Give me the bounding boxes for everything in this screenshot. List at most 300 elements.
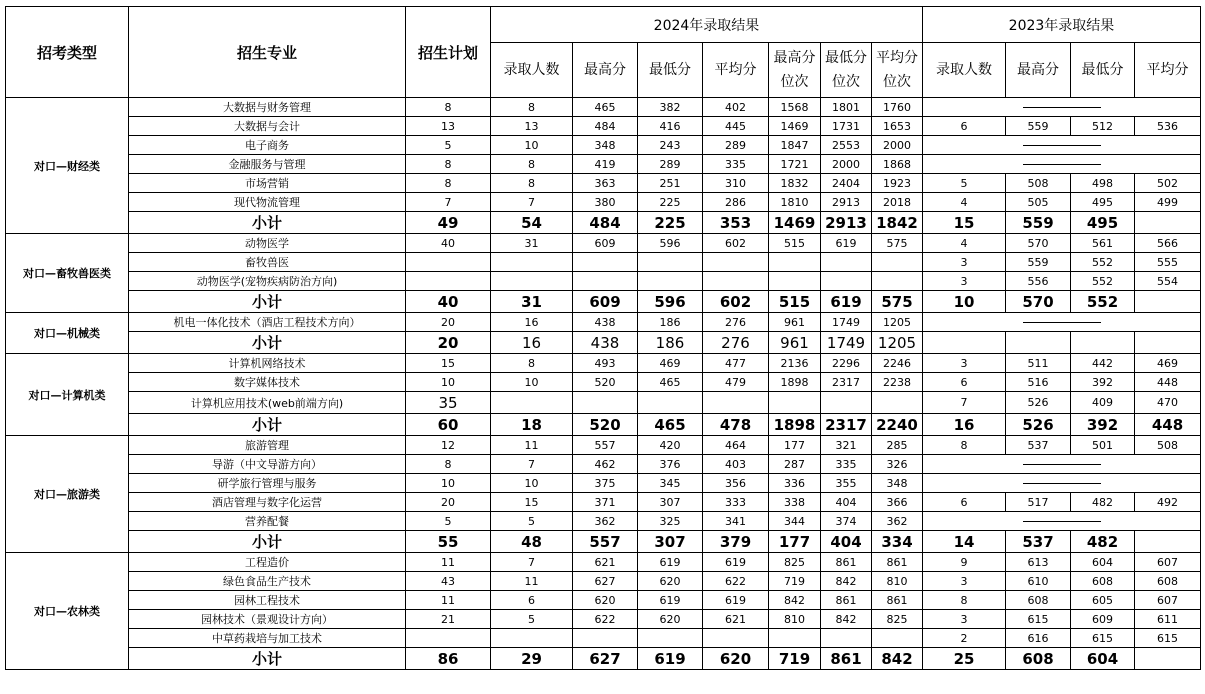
result-2024-cell: 622: [573, 610, 638, 629]
result-2024-cell: 620: [638, 610, 703, 629]
result-2024-cell: 2317: [821, 373, 872, 392]
category-cell: 对口—农林类: [6, 553, 129, 670]
result-2024-cell: 8: [491, 155, 573, 174]
result-2024-cell: 403: [703, 455, 769, 474]
result-2024-cell: 333: [703, 493, 769, 512]
plan-cell: 10: [406, 373, 491, 392]
plan-cell: 20: [406, 493, 491, 512]
subtotal-2024-cell: 602: [703, 291, 769, 313]
category-cell: 对口—机械类: [6, 313, 129, 354]
result-2023-cell: 495: [1071, 193, 1135, 212]
header-text: 平均分: [876, 50, 918, 66]
result-2024-cell: 7: [491, 455, 573, 474]
table-row: [6, 610, 1201, 629]
result-2024-cell: 307: [638, 493, 703, 512]
subtotal-plan: 40: [406, 291, 491, 313]
major-cell: 动物医学(宠物疾病防治方向): [129, 272, 406, 291]
subtotal-2023-cell: [1135, 212, 1201, 234]
result-2024-cell: 810: [872, 572, 923, 591]
no-data-2023-cell: [923, 455, 1201, 474]
subtotal-2024-cell: 557: [573, 531, 638, 553]
table-row: [6, 253, 1201, 272]
plan-cell: 5: [406, 512, 491, 531]
result-2024-cell: 419: [573, 155, 638, 174]
result-2024-cell: 465: [638, 373, 703, 392]
result-2024-cell: 627: [573, 572, 638, 591]
plan-cell: 12: [406, 436, 491, 455]
table-row: [6, 436, 1201, 455]
result-2023-cell: 505: [1006, 193, 1071, 212]
result-2024-cell: 382: [638, 98, 703, 117]
result-2023-cell: 9: [923, 553, 1006, 572]
subtotal-2023-cell: 10: [923, 291, 1006, 313]
subtotal-label: 小计: [129, 332, 406, 354]
result-2023-cell: 566: [1135, 234, 1201, 253]
result-2024-cell: 842: [821, 610, 872, 629]
dash-line: [1023, 164, 1101, 165]
result-2024-cell: 619: [703, 591, 769, 610]
result-2024-cell: 619: [638, 591, 703, 610]
table-row: [6, 455, 1201, 474]
header-2024-col: [638, 43, 703, 98]
result-2023-cell: 555: [1135, 253, 1201, 272]
result-2024-cell: 362: [872, 512, 923, 531]
result-2024-cell: 479: [703, 373, 769, 392]
result-2023-cell: 4: [923, 193, 1006, 212]
header-2024-col: [491, 43, 573, 98]
result-2024-cell: 16: [491, 313, 573, 332]
plan-cell: 15: [406, 354, 491, 373]
result-2024-cell: [491, 272, 573, 291]
major-cell: 旅游管理: [129, 436, 406, 455]
subtotal-2024-cell: 29: [491, 648, 573, 670]
result-2024-cell: [872, 629, 923, 648]
result-2023-cell: 611: [1135, 610, 1201, 629]
subtotal-2023-cell: [1135, 291, 1201, 313]
result-2024-cell: 8: [491, 98, 573, 117]
result-2023-cell: 607: [1135, 553, 1201, 572]
header-2023-col: 最低分: [1071, 43, 1135, 98]
result-2024-cell: [703, 629, 769, 648]
subtotal-row: [6, 291, 1201, 313]
subtotal-2024-cell: 1842: [872, 212, 923, 234]
subtotal-2023-cell: 448: [1135, 414, 1201, 436]
result-2024-cell: 1469: [769, 117, 821, 136]
subtotal-2024-cell: 438: [573, 332, 638, 354]
subtotal-label: 小计: [129, 414, 406, 436]
no-data-2023-cell: [923, 136, 1201, 155]
plan-cell: 5: [406, 136, 491, 155]
subtotal-2023-cell: 16: [923, 414, 1006, 436]
major-cell: 研学旅行管理与服务: [129, 474, 406, 493]
subtotal-label: 小计: [129, 212, 406, 234]
result-2024-cell: 6: [491, 591, 573, 610]
header-2023-col: 录取人数: [923, 43, 1006, 98]
plan-cell: 8: [406, 98, 491, 117]
result-2024-cell: [821, 392, 872, 414]
result-2024-cell: 961: [769, 313, 821, 332]
result-2023-cell: 613: [1006, 553, 1071, 572]
result-2024-cell: 15: [491, 493, 573, 512]
table-row: [6, 136, 1201, 155]
result-2024-cell: 1749: [821, 313, 872, 332]
header-plan: 招生计划: [406, 7, 491, 98]
table-row: [6, 373, 1201, 392]
header-text: 位次: [780, 74, 809, 90]
subtotal-2023-cell: 14: [923, 531, 1006, 553]
result-2023-cell: 615: [1071, 629, 1135, 648]
result-2023-cell: 559: [1006, 117, 1071, 136]
major-cell: 酒店管理与数字化运营: [129, 493, 406, 512]
plan-cell: 10: [406, 474, 491, 493]
major-cell: 畜牧兽医: [129, 253, 406, 272]
result-2024-cell: [769, 392, 821, 414]
result-2024-cell: 825: [872, 610, 923, 629]
category-cell: 对口—财经类: [6, 98, 129, 234]
result-2024-cell: 1653: [872, 117, 923, 136]
subtotal-plan: 55: [406, 531, 491, 553]
result-2024-cell: 404: [821, 493, 872, 512]
header-2023-col: 平均分: [1135, 43, 1201, 98]
subtotal-row: [6, 648, 1201, 670]
result-2024-cell: 345: [638, 474, 703, 493]
result-2024-cell: 2404: [821, 174, 872, 193]
header-2023-col: 最高分: [1006, 43, 1071, 98]
header-2024-col: [821, 43, 872, 98]
result-2023-cell: 3: [923, 354, 1006, 373]
result-2024-cell: 2018: [872, 193, 923, 212]
result-2024-cell: 465: [573, 98, 638, 117]
subtotal-2024-cell: 2317: [821, 414, 872, 436]
category-cell: 对口—畜牧兽医类: [6, 234, 129, 313]
header-text: 录取人数: [503, 62, 560, 78]
subtotal-2024-cell: 54: [491, 212, 573, 234]
subtotal-2024-cell: 379: [703, 531, 769, 553]
header-2023-results: 2023年录取结果: [923, 7, 1201, 43]
result-2024-cell: 861: [821, 591, 872, 610]
result-2024-cell: 251: [638, 174, 703, 193]
major-cell: 动物医学: [129, 234, 406, 253]
subtotal-2023-cell: 495: [1071, 212, 1135, 234]
result-2024-cell: 619: [703, 553, 769, 572]
subtotal-2024-cell: 575: [872, 291, 923, 313]
header-2024-results: 2024年录取结果: [491, 7, 923, 43]
subtotal-2024-cell: 225: [638, 212, 703, 234]
subtotal-2024-cell: 177: [769, 531, 821, 553]
result-2023-cell: 552: [1071, 272, 1135, 291]
result-2024-cell: 375: [573, 474, 638, 493]
subtotal-2024-cell: 2240: [872, 414, 923, 436]
no-data-2023-cell: [923, 155, 1201, 174]
result-2024-cell: 7: [491, 193, 573, 212]
result-2024-cell: 10: [491, 474, 573, 493]
plan-cell: [406, 272, 491, 291]
header-text: 位次: [832, 74, 860, 90]
major-cell: 计算机网络技术: [129, 354, 406, 373]
subtotal-2024-cell: 1749: [821, 332, 872, 354]
no-data-2023-cell: [923, 474, 1201, 493]
major-cell: 导游（中文导游方向）: [129, 455, 406, 474]
result-2024-cell: 2913: [821, 193, 872, 212]
result-2024-cell: 825: [769, 553, 821, 572]
header-text: 位次: [883, 74, 911, 90]
result-2024-cell: 374: [821, 512, 872, 531]
header-text: 平均分: [714, 62, 757, 78]
table-row: [6, 493, 1201, 512]
table-row: [6, 117, 1201, 136]
result-2024-cell: 416: [638, 117, 703, 136]
subtotal-2023-cell: 559: [1006, 212, 1071, 234]
result-2023-cell: 570: [1006, 234, 1071, 253]
result-2023-cell: 8: [923, 591, 1006, 610]
result-2023-cell: 3: [923, 253, 1006, 272]
subtotal-2024-cell: 627: [573, 648, 638, 670]
header-text: 最高分: [773, 50, 816, 66]
result-2024-cell: 10: [491, 373, 573, 392]
subtotal-2024-cell: 276: [703, 332, 769, 354]
result-2024-cell: [573, 253, 638, 272]
result-2024-cell: 402: [703, 98, 769, 117]
result-2024-cell: 335: [821, 455, 872, 474]
result-2024-cell: 477: [703, 354, 769, 373]
result-2024-cell: 7: [491, 553, 573, 572]
subtotal-2024-cell: 515: [769, 291, 821, 313]
subtotal-plan: 60: [406, 414, 491, 436]
subtotal-2023-cell: 392: [1071, 414, 1135, 436]
major-cell: 大数据与会计: [129, 117, 406, 136]
result-2023-cell: 501: [1071, 436, 1135, 455]
result-2023-cell: 5: [923, 174, 1006, 193]
result-2024-cell: 520: [573, 373, 638, 392]
table-row: [6, 193, 1201, 212]
result-2024-cell: 2000: [821, 155, 872, 174]
result-2023-cell: 516: [1006, 373, 1071, 392]
table-row: [6, 234, 1201, 253]
result-2024-cell: [491, 392, 573, 414]
result-2024-cell: 8: [491, 174, 573, 193]
result-2023-cell: 561: [1071, 234, 1135, 253]
result-2024-cell: 810: [769, 610, 821, 629]
dash-line: [1023, 107, 1101, 108]
table-row: [6, 591, 1201, 610]
result-2024-cell: 438: [573, 313, 638, 332]
result-2024-cell: 338: [769, 493, 821, 512]
dash-line: [1023, 483, 1101, 484]
result-2023-cell: 392: [1071, 373, 1135, 392]
plan-cell: 35: [406, 392, 491, 414]
result-2024-cell: 356: [703, 474, 769, 493]
result-2024-cell: [638, 253, 703, 272]
result-2024-cell: [872, 272, 923, 291]
result-2023-cell: 482: [1071, 493, 1135, 512]
result-2024-cell: 719: [769, 572, 821, 591]
result-2023-cell: 499: [1135, 193, 1201, 212]
subtotal-2024-cell: 478: [703, 414, 769, 436]
major-cell: 园林技术（景观设计方向）: [129, 610, 406, 629]
subtotal-2024-cell: 961: [769, 332, 821, 354]
result-2024-cell: 363: [573, 174, 638, 193]
subtotal-label: 小计: [129, 531, 406, 553]
result-2024-cell: 596: [638, 234, 703, 253]
result-2024-cell: 177: [769, 436, 821, 455]
plan-cell: 13: [406, 117, 491, 136]
table-row: [6, 392, 1201, 414]
subtotal-2024-cell: 186: [638, 332, 703, 354]
major-cell: 营养配餐: [129, 512, 406, 531]
result-2023-cell: 508: [1006, 174, 1071, 193]
result-2024-cell: [491, 253, 573, 272]
result-2024-cell: 619: [821, 234, 872, 253]
table-body: [6, 98, 1201, 670]
subtotal-2024-cell: 520: [573, 414, 638, 436]
result-2024-cell: 464: [703, 436, 769, 455]
result-2024-cell: 341: [703, 512, 769, 531]
result-2024-cell: 326: [872, 455, 923, 474]
result-2023-cell: 554: [1135, 272, 1201, 291]
result-2024-cell: 348: [573, 136, 638, 155]
subtotal-2024-cell: 31: [491, 291, 573, 313]
no-data-2023-cell: [923, 512, 1201, 531]
subtotal-2023-cell: 537: [1006, 531, 1071, 553]
result-2024-cell: 225: [638, 193, 703, 212]
subtotal-row: [6, 414, 1201, 436]
result-2024-cell: 243: [638, 136, 703, 155]
subtotal-2023-cell: [923, 332, 1006, 354]
major-cell: 中草药栽培与加工技术: [129, 629, 406, 648]
major-cell: 工程造价: [129, 553, 406, 572]
result-2024-cell: 493: [573, 354, 638, 373]
header-2024-col: [769, 43, 821, 98]
result-2024-cell: 1801: [821, 98, 872, 117]
result-2024-cell: [703, 272, 769, 291]
result-2023-cell: 6: [923, 117, 1006, 136]
result-2024-cell: 1898: [769, 373, 821, 392]
result-2024-cell: 325: [638, 512, 703, 531]
result-2023-cell: 517: [1006, 493, 1071, 512]
subtotal-2023-cell: 570: [1006, 291, 1071, 313]
subtotal-2023-cell: 604: [1071, 648, 1135, 670]
table-row: [6, 354, 1201, 373]
result-2024-cell: 842: [821, 572, 872, 591]
major-cell: 现代物流管理: [129, 193, 406, 212]
major-cell: 园林工程技术: [129, 591, 406, 610]
subtotal-2023-cell: 25: [923, 648, 1006, 670]
result-2024-cell: 186: [638, 313, 703, 332]
result-2024-cell: [769, 272, 821, 291]
result-2024-cell: 366: [872, 493, 923, 512]
result-2024-cell: 462: [573, 455, 638, 474]
result-2024-cell: 355: [821, 474, 872, 493]
result-2024-cell: 31: [491, 234, 573, 253]
category-cell: 对口—旅游类: [6, 436, 129, 553]
result-2023-cell: 608: [1071, 572, 1135, 591]
subtotal-2023-cell: [1135, 531, 1201, 553]
result-2024-cell: 515: [769, 234, 821, 253]
plan-cell: 11: [406, 591, 491, 610]
dash-line: [1023, 521, 1101, 522]
result-2024-cell: 1721: [769, 155, 821, 174]
result-2023-cell: 559: [1006, 253, 1071, 272]
result-2023-cell: 607: [1135, 591, 1201, 610]
result-2024-cell: [821, 629, 872, 648]
plan-cell: [406, 629, 491, 648]
result-2024-cell: 620: [573, 591, 638, 610]
result-2024-cell: 2296: [821, 354, 872, 373]
table-header: [6, 7, 1201, 98]
major-cell: 机电一体化技术（酒店工程技术方向）: [129, 313, 406, 332]
subtotal-label: 小计: [129, 648, 406, 670]
major-cell: 大数据与财务管理: [129, 98, 406, 117]
subtotal-plan: 20: [406, 332, 491, 354]
result-2023-cell: 536: [1135, 117, 1201, 136]
dash-line: [1023, 322, 1101, 323]
result-2023-cell: 409: [1071, 392, 1135, 414]
result-2023-cell: 3: [923, 272, 1006, 291]
result-2024-cell: 2246: [872, 354, 923, 373]
result-2024-cell: 484: [573, 117, 638, 136]
result-2024-cell: 1760: [872, 98, 923, 117]
result-2024-cell: 5: [491, 512, 573, 531]
result-2024-cell: [491, 629, 573, 648]
plan-cell: 7: [406, 193, 491, 212]
table-row: [6, 474, 1201, 493]
result-2024-cell: 842: [769, 591, 821, 610]
table-row: [6, 272, 1201, 291]
result-2024-cell: 371: [573, 493, 638, 512]
result-2023-cell: 8: [923, 436, 1006, 455]
result-2024-cell: 2553: [821, 136, 872, 155]
result-2023-cell: 442: [1071, 354, 1135, 373]
plan-cell: 20: [406, 313, 491, 332]
header-major: 招生专业: [129, 7, 406, 98]
result-2024-cell: [638, 272, 703, 291]
subtotal-row: [6, 531, 1201, 553]
plan-cell: 8: [406, 174, 491, 193]
result-2023-cell: 492: [1135, 493, 1201, 512]
subtotal-2024-cell: 2913: [821, 212, 872, 234]
subtotal-2023-cell: 552: [1071, 291, 1135, 313]
result-2024-cell: [769, 629, 821, 648]
result-2024-cell: 557: [573, 436, 638, 455]
subtotal-2024-cell: 1205: [872, 332, 923, 354]
subtotal-2023-cell: 526: [1006, 414, 1071, 436]
result-2024-cell: 286: [703, 193, 769, 212]
result-2023-cell: 556: [1006, 272, 1071, 291]
table-row: [6, 155, 1201, 174]
major-cell: 市场营销: [129, 174, 406, 193]
result-2023-cell: 469: [1135, 354, 1201, 373]
result-2023-cell: 6: [923, 493, 1006, 512]
major-cell: 绿色食品生产技术: [129, 572, 406, 591]
result-2023-cell: 448: [1135, 373, 1201, 392]
result-2024-cell: 1810: [769, 193, 821, 212]
no-data-2023-cell: [923, 98, 1201, 117]
result-2023-cell: 608: [1135, 572, 1201, 591]
plan-cell: 40: [406, 234, 491, 253]
result-2024-cell: 1847: [769, 136, 821, 155]
table-row: [6, 174, 1201, 193]
subtotal-2023-cell: 482: [1071, 531, 1135, 553]
result-2024-cell: 335: [703, 155, 769, 174]
result-2023-cell: 502: [1135, 174, 1201, 193]
header-2024-col: [872, 43, 923, 98]
subtotal-2024-cell: 1469: [769, 212, 821, 234]
dash-line: [1023, 464, 1101, 465]
result-2023-cell: 526: [1006, 392, 1071, 414]
header-text: 最高分: [584, 62, 626, 78]
result-2023-cell: 3: [923, 572, 1006, 591]
result-2023-cell: 7: [923, 392, 1006, 414]
